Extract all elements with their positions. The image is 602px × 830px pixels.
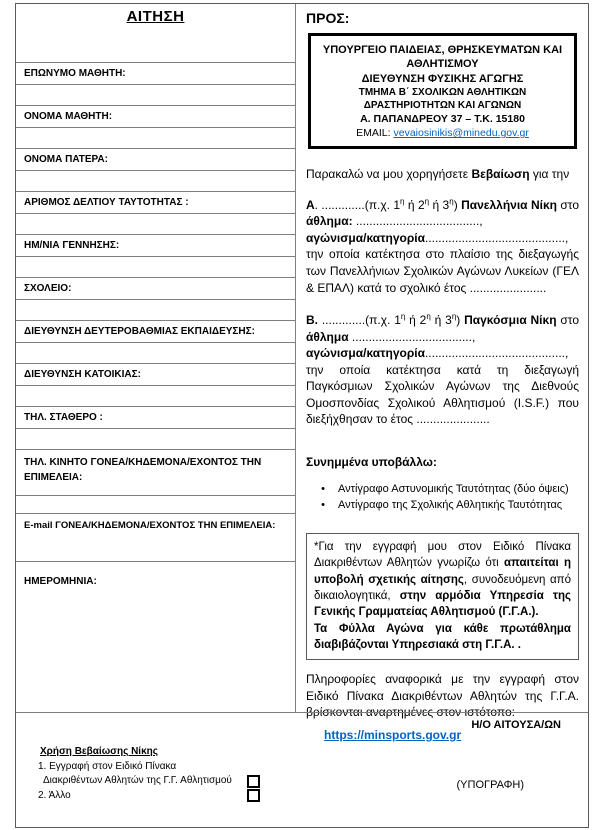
form-title: ΑΙΤΗΣΗ <box>126 8 185 25</box>
application-form-page <box>15 3 589 828</box>
request-intro: Παρακαλώ να μου χορηγήσετε Βεβαίωση για την <box>306 167 570 182</box>
checkbox-special-register[interactable] <box>247 775 260 788</box>
field-input-school <box>16 300 295 321</box>
usage-option1-line2: Διακριθέντων Αθλητών της Γ.Γ. Αθλητισμού <box>43 775 232 787</box>
bullet-icon: • <box>321 482 325 495</box>
usage-option2-label: 2. Άλλο <box>38 789 71 801</box>
field-input-guardian-mobile <box>16 496 295 514</box>
field-input-surname <box>16 85 295 106</box>
recipient-heading: ΠΡΟΣ: <box>306 10 350 26</box>
applicant-details-column <box>16 4 296 712</box>
field-input-landline <box>16 429 295 450</box>
attachment-item-police-id <box>306 481 579 498</box>
field-label-school: ΣΧΟΛΕΙΟ: <box>16 278 295 300</box>
checkbox-other[interactable] <box>247 789 260 802</box>
signature-label: (ΥΠΟΓΡΑΦΗ) <box>456 779 524 791</box>
applicant-label: Η/Ο ΑΙΤΟΥΣΑ/ΩΝ <box>471 719 561 731</box>
signature-section <box>16 712 588 827</box>
paragraph-panhellenic-victory: Α. .............(π.χ. $1^\eta$ ή $2^\eta$ ή $3^\eta$) Πανελλήνια Νίκη στο άθλημα: ....................................., αγώνισμα/κατηγορία.........................................., την οποία κατέκτησα στο πλαίσιο της διεξαγωγής των Πανελλήνιων Σχολικών Αγώνων Λυκείων (ΓΕΛ & ΕΠΑΛ) κατά το σχολικό έτος ....................... <box>306 196 580 295</box>
certificate-usage-block <box>38 745 260 803</box>
field-input-father-name <box>16 171 295 192</box>
field-label-father-name: ΟΝΟΜΑ ΠΑΤΕΡΑ: <box>16 149 295 171</box>
field-input-id-number <box>16 214 295 235</box>
recipient-street-address: Α. ΠΑΠΑΝΔΡΕΟΥ 37 – Τ.Κ. 15180 <box>360 112 525 125</box>
email-link[interactable]: vevaiosinikis@minedu.gov.gr <box>393 127 529 140</box>
field-input-home-address <box>16 386 295 407</box>
recipient-address-box <box>308 33 577 149</box>
recipient-ministry: ΥΠΟΥΡΓΕΙΟ ΠΑΙΔΕΙΑΣ, ΘΡΗΣΚΕΥΜΑΤΩΝ ΚΑΙ ΑΘΛΗΤΙΣΜΟΥ <box>322 44 563 71</box>
attachments-list <box>306 481 579 514</box>
field-label-birth-date: ΗΜ/ΝΙΑ ΓΕΝΝΗΣΗΣ: <box>16 235 295 257</box>
field-label-guardian-email: E-mail ΓΟΝΕΑ/ΚΗΔΕΜΟΝΑ/ΕΧΟΝΤΟΣ ΤΗΝ ΕΠΙΜΕΛΕΙΑ: <box>16 514 295 562</box>
field-input-birth-date <box>16 257 295 278</box>
attachment-item-school-athletic-id <box>306 497 579 514</box>
left-header-cell <box>16 4 295 63</box>
field-label-firstname: ΟΝΟΜΑ ΜΑΘΗΤΗ: <box>16 106 295 128</box>
attachments-heading: Συνημμένα υποβάλλω: <box>306 454 437 469</box>
registration-note-box: *Για την εγγραφή μου στον Ειδικό Πίνακα Διακριθέντων Αθλητών γνωρίζω ότι απαιτείται η υποβολή σχετικής αίτησης, συνοδευόμενη από δικαιολογητικά, στην αρμόδια Υπηρεσία της Γενικής Γραμματείας Αθλητισμού (Γ.Γ.Α.). Τα Φύλλα Αγώνα για κάθε πρωτάθλημα διαβιβάζονται Υπηρεσιακά στη Γ.Γ.Α. . <box>306 533 579 660</box>
field-input-firstname <box>16 128 295 149</box>
minsports-link[interactable]: https://minsports.gov.gr <box>324 727 462 742</box>
field-input-education-directorate <box>16 343 295 364</box>
recipient-directorate: ΔΙΕΥΘΥΝΣΗ ΦΥΣΙΚΗΣ ΑΓΩΓΗΣ <box>361 72 524 85</box>
field-label-education-directorate: ΔΙΕΥΘΥΝΣΗ ΔΕΥΤΕΡΟΒΑΘΜΙΑΣ ΕΚΠΑΙΔΕΥΣΗΣ: <box>16 321 295 343</box>
recipient-email-line <box>315 126 570 140</box>
attachment-text: Αντίγραφο της Σχολικής Αθλητικής Ταυτότητας <box>338 499 563 512</box>
usage-option1-line1: 1. Εγγραφή στον Ειδικό Πίνακα <box>38 761 177 773</box>
attachment-text: Αντίγραφο Αστυνομικής Ταυτότητας (δύο όψεις) <box>338 482 569 495</box>
usage-option2-row <box>38 789 260 803</box>
field-label-guardian-mobile: ΤΗΛ. ΚΙΝΗΤΟ ΓΟΝΕΑ/ΚΗΔΕΜΟΝΑ/ΕΧΟΝΤΟΣ ΤΗΝ ΕΠΙΜΕΛΕΙΑ: <box>16 450 295 496</box>
usage-option1-row <box>38 774 260 788</box>
bullet-icon: • <box>321 499 325 512</box>
field-label-surname: ΕΠΩΝΥΜΟ ΜΑΘΗΤΗ: <box>16 63 295 85</box>
paragraph-world-victory: Β. .............(π.χ. $1^\eta$ ή $2^\eta$ ή $3^\eta$) Παγκόσμια Νίκη στο άθλημα ...................................., αγώνισμα/κατηγορία.........................................., την οποία κατέκτησα κατά τη διεξαγωγή Παγκόσμιων Σχολικών Αγώνων της Διεθνούς Ομοσπονδίας Σχολικού Αθλητισμού (I.S.F.) που διεξήχθησαν το έτος ...................... <box>306 312 580 427</box>
email-label: EMAIL: <box>356 127 394 140</box>
info-paragraph: Πληροφορίες αναφορικά με την εγγραφή στον Ειδικό Πίνακα Διακριθέντων Αθλητών της Γ.Γ.Α. βρίσκονται αναρτημένες στον ιστότοπο: <box>306 672 579 720</box>
usage-heading: Χρήση Βεβαίωσης Νίκης <box>40 746 158 757</box>
recipient-department: ΤΜΗΜΑ Β΄ ΣΧΟΛΙΚΩΝ ΑΘΛΗΤΙΚΩΝ ΔΡΑΣΤΗΡΙΟΤΗΤΩΝ ΚΑΙ ΑΓΩΝΩΝ <box>358 86 527 111</box>
field-label-date: ΗΜΕΡΟΜΗΝΙΑ: <box>24 576 97 587</box>
field-label-landline: ΤΗΛ. ΣΤΑΘΕΡΟ : <box>16 407 295 429</box>
field-label-id-number: ΑΡΙΘΜΟΣ ΔΕΛΤΙΟΥ ΤΑΥΤΟΤΗΤΑΣ : <box>16 192 295 214</box>
field-label-home-address: ΔΙΕΥΘΥΝΣΗ ΚΑΤΟΙΚΙΑΣ: <box>16 364 295 386</box>
